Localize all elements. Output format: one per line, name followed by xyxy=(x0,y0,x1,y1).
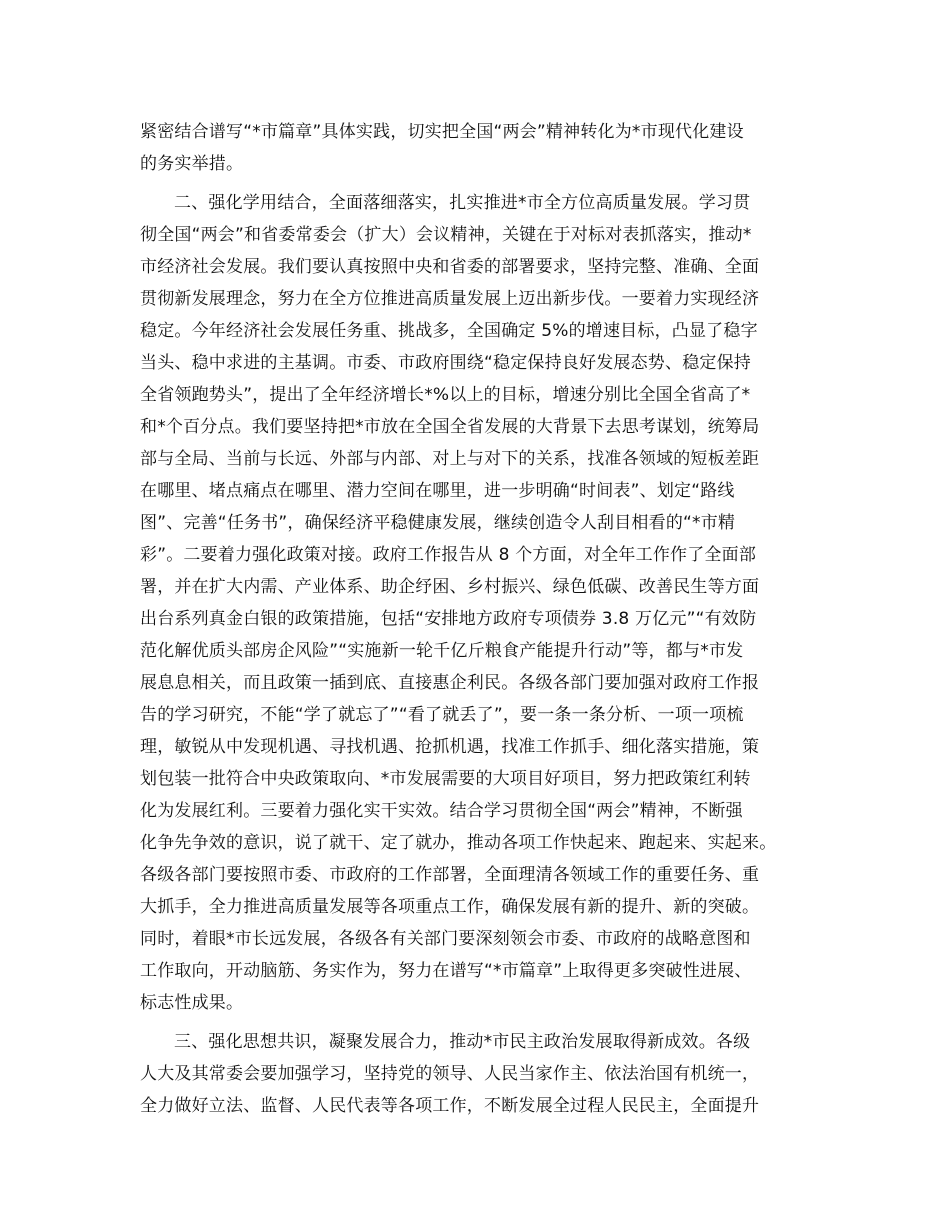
text-line: 彩”。二要着力强化政策对接。政府工作报告从 8 个方面，对全年工作作了全面部 xyxy=(140,545,757,565)
text-line: 理，敏锐从中发现机遇、寻找机遇、抢抓机遇，找准工作抓手、细化落实措施，策 xyxy=(140,737,760,757)
text-line: 全力做好立法、监督、人民代表等各项工作，不断发展全过程人民民主，全面提升 xyxy=(140,1096,760,1116)
text-line: 大抓手，全力推进高质量发展等各项重点工作，确保发展有新的提升、新的突破。 xyxy=(140,897,760,917)
text-line: 化为发展红利。三要着力强化实干实效。结合学习贯彻全国“两会”精神，不断强 xyxy=(140,801,743,821)
text-line: 贯彻新发展理念，努力在全方位推进高质量发展上迈出新步伐。一要着力实现经济 xyxy=(140,289,760,309)
text-line: 人大及其常委会要加强学习，坚持党的领导、人民当家作主、依法治国有机统一， xyxy=(140,1064,760,1084)
text-line: 的务实举措。 xyxy=(140,154,244,174)
text-line: 工作取向，开动脑筋、务实作为，努力在谱写“*市篇章”上取得更多突破性进展、 xyxy=(140,961,752,981)
text-line: 各级各部门要按照市委、市政府的工作部署，全面理清各领域工作的重要任务、重 xyxy=(140,865,760,885)
text-line: 紧密结合谱写“*市篇章”具体实践，切实把全国“两会”精神转化为*市现代化建设 xyxy=(140,122,744,142)
text-line: 告的学习研究，不能“学了就忘了”“看了就丢了”，要一条一条分析、一项一项梳 xyxy=(140,705,744,725)
text-line: 化争先争效的意识，说了就干、定了就办，推动各项工作快起来、跑起来、实起来。 xyxy=(140,833,777,853)
text-line: 图”、完善“任务书”，确保经济平稳健康发展，继续创造令人刮目相看的“*市精 xyxy=(140,513,736,533)
text-line: 划包装一批符合中央政策取向、*市发展需要的大项目好项目，努力把政策红利转 xyxy=(140,769,751,789)
text-line: 彻全国“两会”和省委常委会（扩大）会议精神，关键在于对标对表抓落实，推动* xyxy=(140,225,752,245)
text-line: 在哪里、堵点痛点在哪里、潜力空间在哪里，进一步明确“时间表”、划定“路线 xyxy=(140,481,735,501)
text-line: 标志性成果。 xyxy=(140,993,244,1013)
text-line: 范化解优质头部房企风险”“实施新一轮千亿斤粮食产能提升行动”等，都与*市发 xyxy=(140,641,744,661)
text-line: 和*个百分点。我们要坚持把*市放在全国全省发展的大背景下去思考谋划，统筹局 xyxy=(140,417,760,437)
section-heading-line: 三、强化思想共识，凝聚发展合力，推动*市民主政治发展取得新成效。各级 xyxy=(174,1032,751,1052)
text-line: 稳定。今年经济社会发展任务重、挑战多，全国确定 5%的增速目标，凸显了稳字 xyxy=(140,321,758,341)
text-line: 市经济社会发展。我们要认真按照中央和省委的部署要求，坚持完整、准确、全面 xyxy=(140,257,760,277)
text-line: 全省领跑势头”，提出了全年经济增长*%以上的目标，增速分别比全国全省高了* xyxy=(140,385,751,405)
text-line: 展息息相关，而且政策一插到底、直接惠企利民。各级各部门要加强对政府工作报 xyxy=(140,673,760,693)
text-line: 署，并在扩大内需、产业体系、助企纾困、乡村振兴、绿色低碳、改善民生等方面 xyxy=(140,577,760,597)
section-heading-line: 二、强化学用结合，全面落细落实，扎实推进*市全方位高质量发展。学习贯 xyxy=(174,193,751,213)
text-line: 部与全局、当前与长远、外部与内部、对上与对下的关系，找准各领域的短板差距 xyxy=(140,449,760,469)
text-line: 出台系列真金白银的政策措施，包括“安排地方政府专项债券 3.8 万亿元”“有效防 xyxy=(140,609,757,629)
text-line: 同时，着眼*市长远发展，各级各有关部门要深刻领会市委、市政府的战略意图和 xyxy=(140,929,751,949)
text-line: 当头、稳中求进的主基调。市委、市政府围绕“稳定保持良好发展态势、稳定保持 xyxy=(140,353,752,373)
